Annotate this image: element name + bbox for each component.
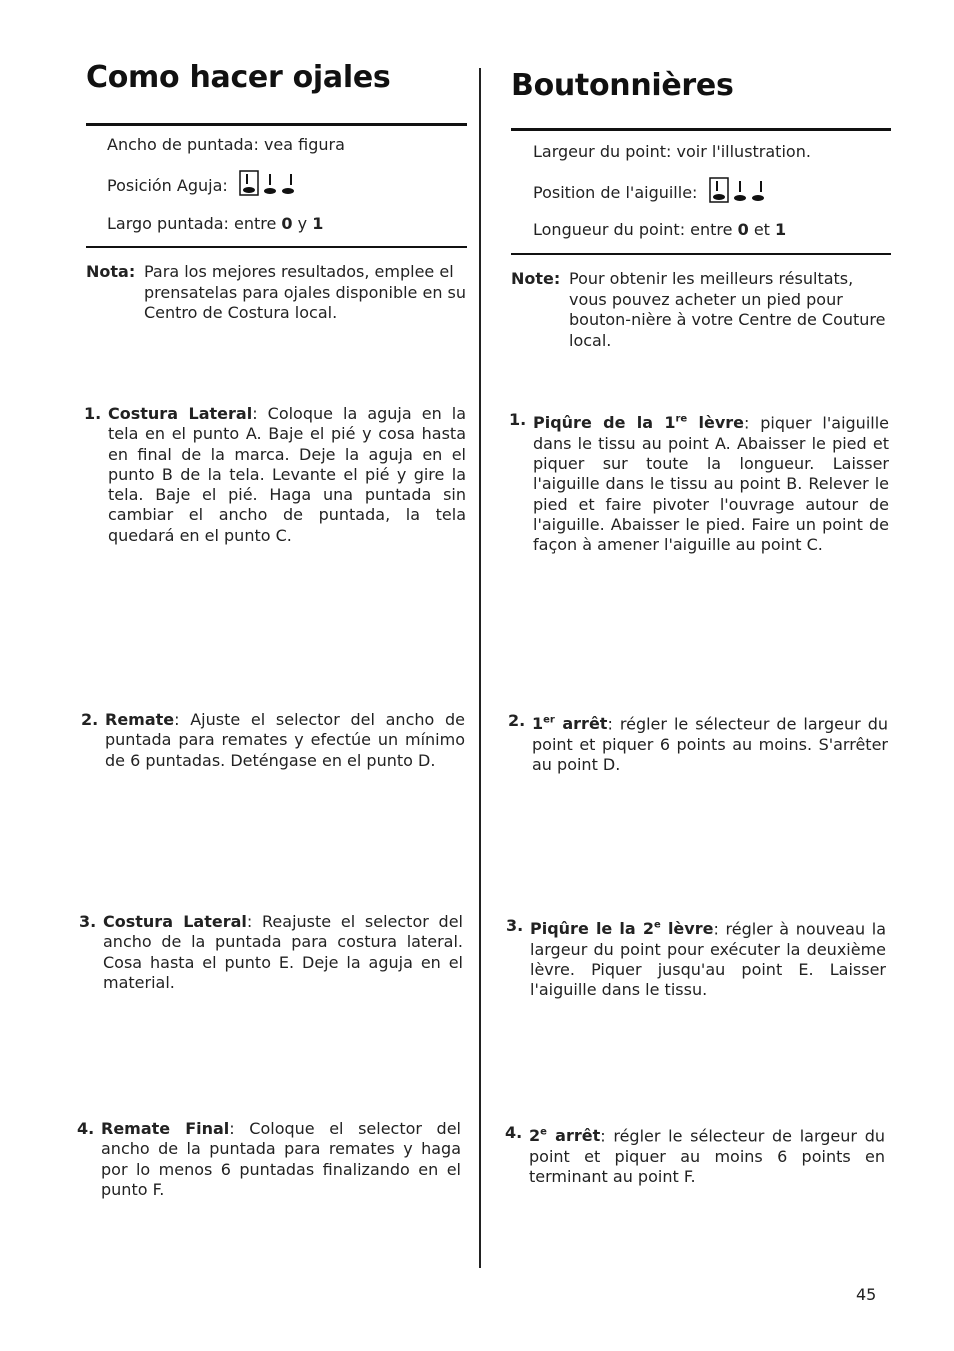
right-step-title: Piqûre de la 1re lèvre xyxy=(533,413,745,433)
left-note-text: Para los mejores resultados, emplee el prensatelas para ojales disponible en su Centro de Costura local. xyxy=(144,262,467,322)
right-step-number: 3. xyxy=(506,916,524,935)
right-spec-length-label: Longueur du point: entre xyxy=(533,220,733,239)
right-step-4: 4. 2e arrêt: régler le sélecteur de largeur du point et piquer au moins 6 points en terminant au point F. xyxy=(505,1123,886,1186)
left-spec-length-label: Largo puntada: entre xyxy=(107,214,277,233)
left-step-1: 1. Costura Lateral: Coloque la aguja en la tela en el punto A. Baje el pié y cosa hasta en final de la marca. Deje la aguja en el punto B de la tela. Levante el pié y gire la tela. Baje el pié. Haga una puntada sin cambiar el ancho de puntada, la tela quedará en el punto C. xyxy=(84,404,467,545)
right-step-title: 2e arrêt xyxy=(529,1126,601,1146)
left-step-3: 3. Costura Lateral: Reajuste el selector del ancho de la puntada para costura lateral. Cosa hasta el punto E. Deje la aguja en el material. xyxy=(79,912,464,992)
left-spec-position-label: Posición Aguja: xyxy=(107,176,228,195)
right-spec-position xyxy=(533,177,765,203)
left-step-4: 4. Remate Final: Coloque el selector del ancho de la puntada para remates y haga por lo menos 6 puntadas finalizando en el punto F. xyxy=(77,1119,462,1199)
right-note-text: Pour obtenir les meilleurs résultats, vous pouvez acheter un pied pour bouton-nière à votre Centre de Couture local. xyxy=(569,269,886,350)
right-step-number: 2. xyxy=(508,711,526,730)
right-step-text: régler le sélecteur de largeur du point et piquer au moins 6 points en terminant au point F. xyxy=(529,1126,886,1186)
left-title: Como hacer ojales xyxy=(86,60,391,95)
right-step-2: 2. 1er arrêt: régler le sélecteur de largeur du point et piquer 6 points au moins. S'arrêter au point D. xyxy=(508,711,889,774)
needle-position-icon xyxy=(709,177,765,203)
left-step-title: Costura Lateral xyxy=(108,404,253,423)
left-spec-width-label: Ancho de puntada: xyxy=(107,135,259,154)
left-note-label-wrap: Nota: xyxy=(86,262,136,281)
left-step-text: Ajuste el selector del ancho de puntada para remates y efectúe un mínimo de 6 puntadas. Deténgase en el punto D. xyxy=(105,710,465,770)
left-note-label: Nota xyxy=(86,262,129,281)
left-spec-length-and: y xyxy=(297,214,308,233)
right-note-label-wrap: Note: xyxy=(511,269,561,288)
left-step-title: Costura Lateral xyxy=(103,912,247,931)
left-spec-width xyxy=(107,135,345,155)
left-step-number: 1. xyxy=(84,404,102,423)
left-spec-length-to: 1 xyxy=(312,214,324,233)
right-step-text: régler le sélecteur de largeur du point et piquer 6 points au moins. S'arrêter au point D. xyxy=(532,714,889,774)
left-step-text: Coloque el selector del ancho de la puntada para remates y haga por lo menos 6 puntadas finalizando en el punto F. xyxy=(101,1119,462,1199)
right-step-title: Piqûre le la 2e lèvre xyxy=(530,919,714,939)
left-spec-rule xyxy=(86,246,467,248)
left-title-rule xyxy=(86,123,467,126)
page-number: 45 xyxy=(856,1285,877,1304)
left-note xyxy=(86,262,468,324)
right-step-1: 1. Piqûre de la 1re lèvre: piquer l'aiguille dans le tissu au point A. Abaisser le pied et piquer sur toute la longueur. Laisser l'aiguille dans le tissu au point B. Relever le pied et faire pivoter l'ouvrage autour de l'aiguille. Abaisser le pied. Faire un point de façon à amener l'aiguille au point C. xyxy=(509,410,889,555)
left-spec-width-value: vea figura xyxy=(263,135,345,154)
right-spec-length-from: 0 xyxy=(737,220,749,239)
left-step-number: 4. xyxy=(77,1119,95,1138)
left-spec-position xyxy=(107,170,295,196)
left-step-number: 2. xyxy=(81,710,99,729)
left-step-2: 2. Remate: Ajuste el selector del ancho de puntada para remates y efectúe un mínimo de 6 puntadas. Deténgase en el punto D. xyxy=(81,710,465,770)
right-spec-position-label: Position de l'aiguille: xyxy=(533,183,698,202)
left-spec-length-from: 0 xyxy=(281,214,293,233)
right-title-rule xyxy=(511,128,891,131)
right-step-title: 1er arrêt xyxy=(532,714,608,734)
right-note-label: Note xyxy=(511,269,554,288)
right-spec-width-label: Largeur du point: xyxy=(533,142,672,161)
right-spec-width xyxy=(533,142,811,162)
left-step-title: Remate Final xyxy=(101,1119,230,1138)
right-spec-length xyxy=(533,220,786,240)
column-divider xyxy=(479,68,481,1268)
right-step-number: 1. xyxy=(509,410,527,429)
left-spec-length xyxy=(107,214,323,234)
left-step-title: Remate xyxy=(105,710,175,729)
right-step-3: 3. Piqûre le la 2e lèvre: régler à nouveau la largeur du point pour exécuter la deuxième lèvre. Piquer jusqu'au point E. Laisser l'aiguille dans le tissu. xyxy=(506,916,887,1000)
left-step-text: Reajuste el selector del ancho de la puntada para costura lateral. Cosa hasta el punto E. Deje la aguja en el material. xyxy=(103,912,464,992)
left-step-text: Coloque la aguja en la tela en el punto A. Baje el pié y cosa hasta en final de la marca. Deje la aguja en el punto B de la tela. Levante el pié y gire la tela. Baje el pié. Haga una puntada sin cambiar el ancho de puntada, la tela quedará en el punto C. xyxy=(108,404,467,545)
right-step-number: 4. xyxy=(505,1123,523,1142)
right-spec-length-and: et xyxy=(753,220,770,239)
right-note xyxy=(511,269,890,351)
left-step-number: 3. xyxy=(79,912,97,931)
right-spec-rule xyxy=(511,253,891,255)
right-step-text: régler à nouveau la largeur du point pour exécuter la deuxième lèvre. Piquer jusqu'au point E. Laisser l'aiguille dans le tissu. xyxy=(530,919,887,1000)
right-title: Boutonnières xyxy=(511,68,734,103)
needle-position-icon xyxy=(239,170,295,196)
right-spec-length-to: 1 xyxy=(775,220,787,239)
right-step-text: piquer l'aiguille dans le tissu au point A. Abaisser le pied et piquer sur toute la longueur. Laisser l'aiguille dans le tissu au point B. Relever le pied et faire pivoter l'ouvrage autour de l'aiguille. Abaisser le pied. Faire un point de façon à amener l'aiguille au point C. xyxy=(533,413,889,555)
right-spec-width-value: voir l'illustration. xyxy=(676,142,811,161)
